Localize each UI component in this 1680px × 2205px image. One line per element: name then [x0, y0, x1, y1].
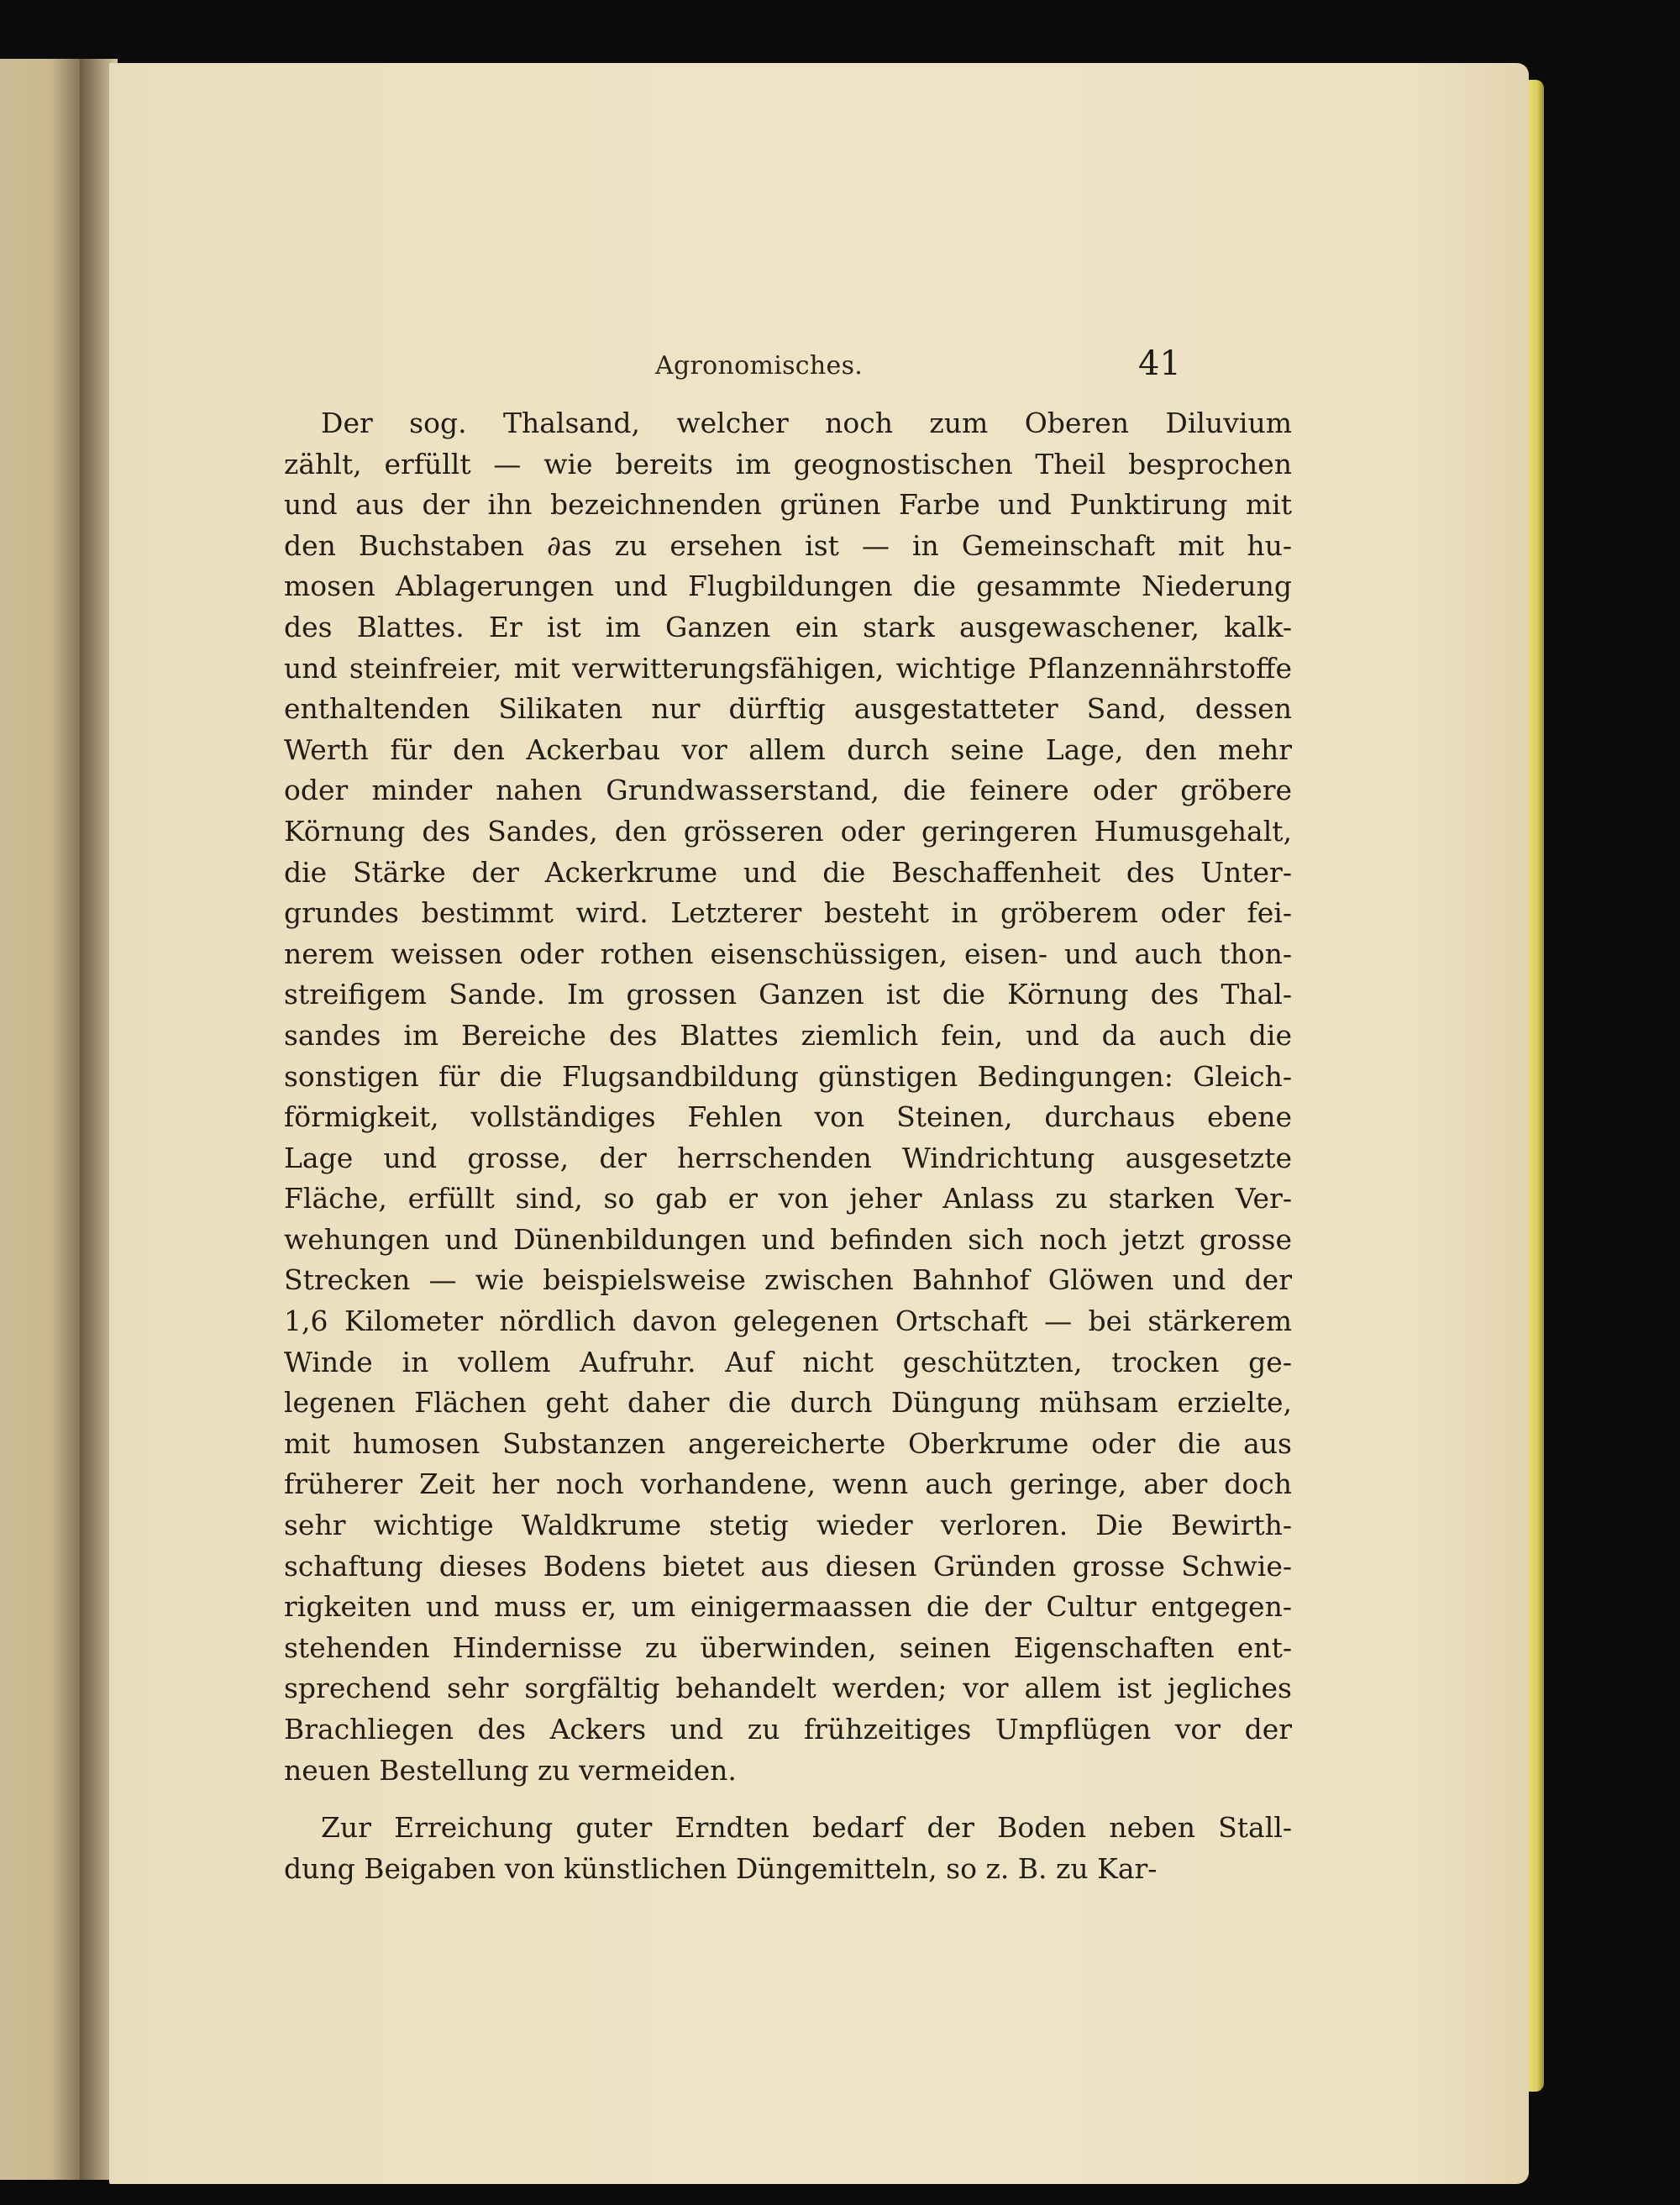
text-line: förmigkeit, vollständiges Fehlen von Steinen, durchaus ebene [284, 1100, 1292, 1134]
running-head [109, 286, 1529, 383]
text-line: enthaltenden Silikaten nur dürftig ausgestatteter Sand, dessen [284, 692, 1292, 726]
text-line: Lage und grosse, der herrschenden Windrichtung ausgesetzte [284, 1141, 1292, 1174]
text-line: Werth für den Ackerbau vor allem durch seine Lage, den mehr [284, 732, 1292, 766]
running-head-title: Agronomisches. [655, 351, 864, 381]
text-line: Körnung des Sandes, den grösseren oder geringeren Humusgehalt, [284, 814, 1292, 848]
text-line: und steinfreier, mit verwitterungsfähigen, wichtige Pflanzennährstoffe [284, 651, 1292, 685]
paragraph [284, 1808, 1292, 1889]
text-line: und aus der ihn bezeichnenden grünen Farbe und Punktirung mit [284, 488, 1292, 522]
text-line: stehenden Hindernisse zu überwinden, seinen Eigenschaften ent- [284, 1630, 1292, 1664]
text-line: sehr wichtige Waldkrume stetig wieder verloren. Die Bewirth- [284, 1509, 1292, 1542]
text-line: sonstigen für die Flugsandbildung günstigen Bedingungen: Gleich- [284, 1059, 1292, 1093]
text-line: rigkeiten und muss er, um einigermaassen die der Cultur entgegen- [284, 1590, 1292, 1624]
text-line: Winde in vollem Aufruhr. Auf nicht geschützten, trocken ge- [284, 1345, 1292, 1378]
text-line: grundes bestimmt wird. Letzterer besteht in gröberem oder fei- [284, 896, 1292, 930]
body-text [284, 403, 1292, 1889]
text-line: wehungen und Dünenbildungen und befinden sich noch jetzt grosse [284, 1222, 1292, 1256]
text-line: Zur Erreichung guter Erndten bedarf der Boden neben Stall- [321, 1811, 1292, 1845]
book-page [109, 63, 1529, 2184]
text-line: den Buchstaben ∂as zu ersehen ist — in Gemeinschaft mit hu- [284, 528, 1292, 562]
text-line: streifigem Sande. Im grossen Ganzen ist die Körnung des Thal- [284, 978, 1292, 1011]
text-line: schaftung dieses Bodens bietet aus diesen Gründen grosse Schwie- [284, 1549, 1292, 1583]
text-line: die Stärke der Ackerkrume und die Beschaffenheit des Unter- [284, 855, 1292, 889]
text-line: dung Beigaben von künstlichen Düngemitteln, so z. B. zu Kar- [284, 1851, 1158, 1885]
paragraph-gap [284, 1791, 1292, 1808]
page-number: 41 [1138, 344, 1181, 383]
text-line: Der sog. Thalsand, welcher noch zum Oberen Diluvium [321, 407, 1292, 439]
text-line: Brachliegen des Ackers und zu frühzeitiges Umpflügen vor der [284, 1713, 1292, 1746]
text-line: des Blattes. Er ist im Ganzen ein stark ausgewaschener, kalk- [284, 610, 1292, 643]
text-line: mit humosen Substanzen angereicherte Oberkrume oder die aus [284, 1426, 1292, 1460]
text-line: mosen Ablagerungen und Flugbildungen die gesammte Niederung [284, 570, 1292, 603]
text-line: sandes im Bereiche des Blattes ziemlich fein, und da auch die [284, 1018, 1292, 1052]
text-line: legenen Flächen geht daher die durch Düngung mühsam erzielte, [284, 1386, 1292, 1420]
previous-page-edge [0, 59, 92, 2180]
text-line: zählt, erfüllt — wie bereits im geognostischen Theil besprochen [284, 447, 1292, 480]
text-line: 1,6 Kilometer nördlich davon gelegenen Ortschaft — bei stärkerem [284, 1305, 1292, 1338]
paragraph [284, 403, 1292, 1791]
text-line: sprechend sehr sorgfältig behandelt werden; vor allem ist jegliches [284, 1672, 1292, 1705]
text-line: neuen Bestellung zu vermeiden. [284, 1753, 737, 1787]
text-line: früherer Zeit her noch vorhandene, wenn auch geringe, aber doch [284, 1467, 1292, 1501]
text-line: Fläche, erfüllt sind, so gab er von jeher Anlass zu starken Ver- [284, 1182, 1292, 1215]
text-line: Strecken — wie beispielsweise zwischen Bahnhof Glöwen und der [284, 1263, 1292, 1297]
text-line: oder minder nahen Grundwasserstand, die feinere oder gröbere [284, 774, 1292, 807]
text-line: nerem weissen oder rothen eisenschüssigen, eisen- und auch thon- [284, 937, 1292, 970]
